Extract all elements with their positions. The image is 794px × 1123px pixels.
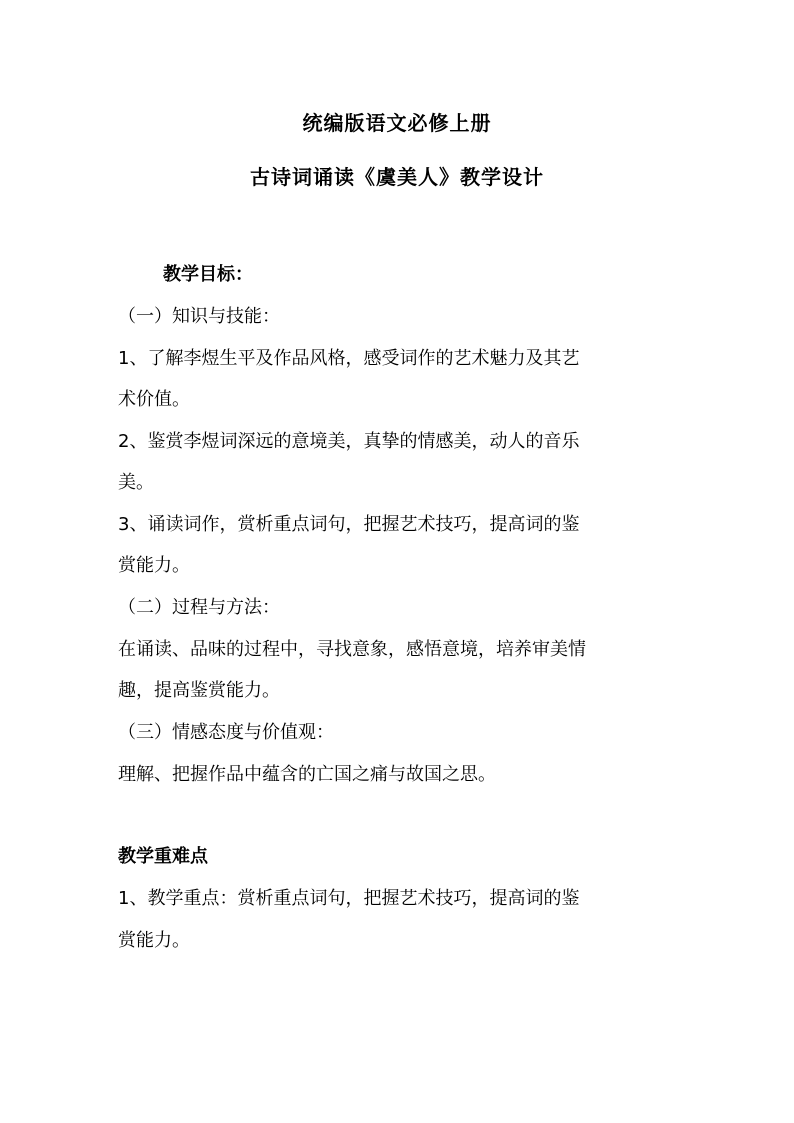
section-3-heading: （三）情感态度与价值观： <box>118 722 334 743</box>
key-point-1-line-1: 1、教学重点：赏析重点词句，把握艺术技巧，提高词的鉴 <box>118 888 580 909</box>
key-points-heading: 教学重难点 <box>118 846 208 867</box>
objective-item-1-line-2: 术价值。 <box>118 389 190 410</box>
section-2-heading: （二）过程与方法： <box>118 597 280 618</box>
objective-item-2-line-2: 美。 <box>118 472 154 493</box>
section-1-heading: （一）知识与技能： <box>118 306 280 327</box>
document-title: 统编版语文必修上册 <box>302 111 492 135</box>
objective-item-3-line-1: 3、诵读词作，赏析重点词句，把握艺术技巧，提高词的鉴 <box>118 514 580 535</box>
objective-item-2-line-1: 2、鉴赏李煜词深远的意境美，真挚的情感美，动人的音乐 <box>118 431 580 452</box>
document-subtitle: 古诗词诵读《虞美人》教学设计 <box>250 165 544 189</box>
section-3-paragraph-line-1: 理解、把握作品中蕴含的亡国之痛与故国之思。 <box>118 764 496 785</box>
section-2-paragraph-line-2: 趣，提高鉴赏能力。 <box>118 680 280 701</box>
section-2-paragraph-line-1: 在诵读、品味的过程中，寻找意象，感悟意境，培养审美情 <box>118 639 586 660</box>
objective-item-3-line-2: 赏能力。 <box>118 555 190 576</box>
key-point-1-line-2: 赏能力。 <box>118 930 190 951</box>
objectives-heading: 教学目标： <box>163 264 253 285</box>
objective-item-1-line-1: 1、了解李煜生平及作品风格，感受词作的艺术魅力及其艺 <box>118 348 580 369</box>
